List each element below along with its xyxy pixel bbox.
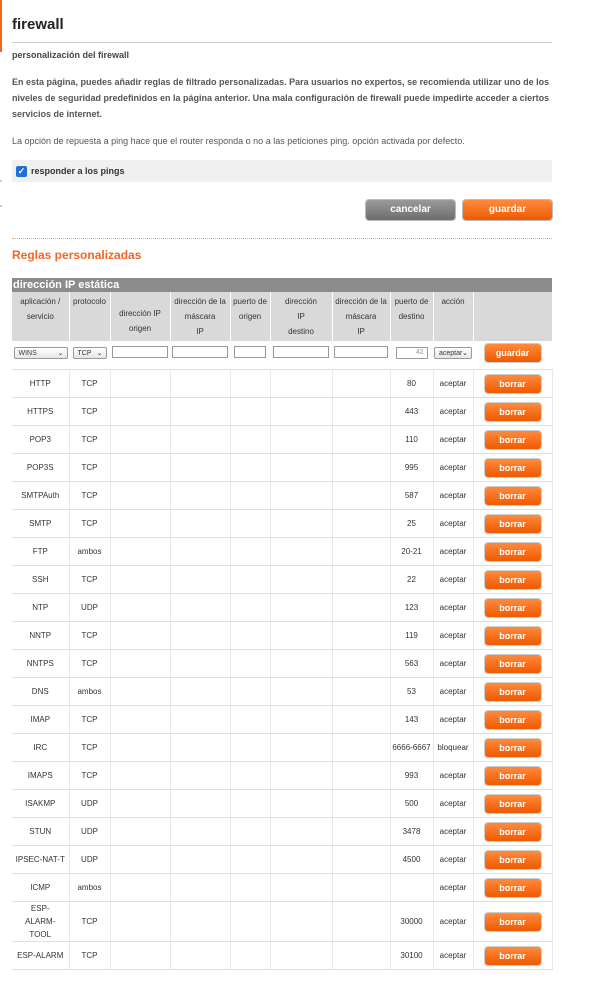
cell-protocol: TCP	[69, 566, 110, 594]
cell-app: POP3S	[12, 454, 69, 482]
cell-dst-port: 500	[390, 790, 433, 818]
cell-app: ESP-ALARM	[12, 942, 69, 970]
table-row	[12, 454, 552, 482]
cell-action: aceptar	[433, 426, 473, 454]
cell-dst-port: 30100	[390, 942, 433, 970]
table-row	[12, 510, 552, 538]
column-header-app: aplicación / servicio	[12, 292, 69, 341]
table-row	[12, 790, 552, 818]
cell-action: aceptar	[433, 902, 473, 942]
cell-app: HTTP	[12, 370, 69, 398]
table-row	[12, 482, 552, 510]
form-buttons	[12, 200, 552, 220]
src-mask-input[interactable]	[172, 346, 228, 358]
cell-dst-port: 563	[390, 650, 433, 678]
page-title: firewall	[12, 16, 64, 33]
table-row	[12, 818, 552, 846]
section-divider	[12, 238, 552, 239]
cell-action: aceptar	[433, 622, 473, 650]
page-subtitle: personalización del firewall	[12, 50, 130, 60]
cell-protocol: TCP	[69, 762, 110, 790]
cell-dst-port: 119	[390, 622, 433, 650]
column-header-dst-port: puerto de destino	[390, 292, 433, 341]
cell-action: aceptar	[433, 762, 473, 790]
column-header-src-mask: dirección de la máscara IP	[170, 292, 230, 341]
delete-rule-button[interactable]: borrar	[485, 711, 541, 729]
table-row	[12, 678, 552, 706]
cell-action: aceptar	[433, 398, 473, 426]
table-row	[12, 594, 552, 622]
column-header-protocol: protocolo	[69, 292, 110, 341]
cell-dst-port: 30000	[390, 902, 433, 942]
cell-dst-port: 123	[390, 594, 433, 622]
delete-rule-button[interactable]: borrar	[485, 851, 541, 869]
cell-dst-port: 80	[390, 370, 433, 398]
delete-rule-button[interactable]: borrar	[485, 571, 541, 589]
delete-rule-button[interactable]: borrar	[485, 599, 541, 617]
cell-action: aceptar	[433, 790, 473, 818]
table-row	[12, 942, 552, 970]
delete-rule-button[interactable]: borrar	[485, 947, 541, 965]
rules-table	[12, 292, 553, 970]
delete-rule-button[interactable]: borrar	[485, 431, 541, 449]
cell-action: aceptar	[433, 594, 473, 622]
cell-action: aceptar	[433, 650, 473, 678]
column-header-dst-ip: dirección IP destino	[270, 292, 332, 341]
cell-protocol: TCP	[69, 426, 110, 454]
table-row	[12, 902, 552, 942]
table-row	[12, 566, 552, 594]
cell-action: aceptar	[433, 454, 473, 482]
cell-dst-port	[390, 874, 433, 902]
delete-rule-button[interactable]: borrar	[485, 767, 541, 785]
cell-protocol: TCP	[69, 454, 110, 482]
cell-app: IPSEC-NAT-T	[12, 846, 69, 874]
table-row	[12, 622, 552, 650]
cell-action: aceptar	[433, 510, 473, 538]
cell-protocol: UDP	[69, 790, 110, 818]
cell-dst-port: 53	[390, 678, 433, 706]
cell-protocol: UDP	[69, 818, 110, 846]
dst-mask-input[interactable]	[334, 346, 388, 358]
delete-rule-button[interactable]: borrar	[485, 375, 541, 393]
save-button[interactable]: guardar	[463, 200, 552, 220]
cell-app: NNTP	[12, 622, 69, 650]
cell-protocol: TCP	[69, 706, 110, 734]
cell-protocol: TCP	[69, 942, 110, 970]
table-row	[12, 538, 552, 566]
title-divider	[12, 42, 552, 43]
cell-app: IRC	[12, 734, 69, 762]
cell-app: DNS	[12, 678, 69, 706]
cell-protocol: ambos	[69, 538, 110, 566]
dst-ip-input[interactable]	[273, 346, 329, 358]
cell-app: IMAPS	[12, 762, 69, 790]
protocol-select[interactable]: TCP ⌄	[73, 347, 107, 359]
save-rule-button[interactable]: guardar	[485, 344, 541, 362]
cell-dst-port: 3478	[390, 818, 433, 846]
column-header-buttons	[473, 292, 552, 341]
cell-dst-port: 995	[390, 454, 433, 482]
cell-app: NNTPS	[12, 650, 69, 678]
cell-dst-port: 443	[390, 398, 433, 426]
ping-info-text: La opción de repuesta a ping hace que el router responda o no a las peticiones ping. opción activada por defecto.	[12, 136, 465, 146]
cell-app: HTTPS	[12, 398, 69, 426]
cell-app: FTP	[12, 538, 69, 566]
src-ip-input[interactable]	[112, 346, 168, 358]
table-row	[12, 370, 552, 398]
cell-protocol: TCP	[69, 902, 110, 942]
table-title: dirección IP estática	[12, 278, 552, 292]
table-row	[12, 734, 552, 762]
cell-app: ICMP	[12, 874, 69, 902]
delete-rule-button[interactable]: borrar	[485, 515, 541, 533]
accent-bar	[0, 0, 2, 52]
cell-protocol: TCP	[69, 734, 110, 762]
column-header-dst-mask: dirección de la máscara IP	[332, 292, 390, 341]
cell-app: NTP	[12, 594, 69, 622]
delete-rule-button[interactable]: borrar	[485, 459, 541, 477]
cell-protocol: UDP	[69, 846, 110, 874]
cell-dst-port: 4500	[390, 846, 433, 874]
delete-rule-button[interactable]: borrar	[485, 627, 541, 645]
side-dot	[0, 205, 2, 207]
new-rule-row	[12, 341, 552, 365]
cell-app: SMTP	[12, 510, 69, 538]
table-header-row	[12, 292, 552, 341]
src-port-input[interactable]	[234, 346, 266, 358]
side-dot	[0, 180, 2, 182]
delete-rule-button[interactable]: borrar	[485, 739, 541, 757]
cell-action: aceptar	[433, 370, 473, 398]
cell-protocol: TCP	[69, 622, 110, 650]
chevron-down-icon: ⌄	[57, 350, 64, 357]
column-header-action: acción	[433, 292, 473, 341]
cell-dst-port: 6666-6667	[390, 734, 433, 762]
cell-app: POP3	[12, 426, 69, 454]
cell-action: aceptar	[433, 566, 473, 594]
cell-app: STUN	[12, 818, 69, 846]
cell-dst-port: 143	[390, 706, 433, 734]
column-header-src-ip: dirección IP origen	[110, 292, 170, 341]
cell-app: ISAKMP	[12, 790, 69, 818]
app-select[interactable]: WINS ⌄	[14, 347, 68, 359]
action-select[interactable]: aceptar ⌄	[434, 347, 472, 359]
ping-option-row	[12, 160, 552, 182]
chevron-down-icon: ⌄	[96, 350, 103, 357]
section-title: Reglas personalizadas	[12, 248, 142, 262]
cell-action: bloquear	[433, 734, 473, 762]
dst-port-input[interactable]: 42	[396, 347, 428, 359]
ping-checkbox-label: responder a los pings	[31, 166, 125, 176]
table-row	[12, 706, 552, 734]
cell-action: aceptar	[433, 942, 473, 970]
delete-rule-button[interactable]: borrar	[485, 403, 541, 421]
ping-checkbox[interactable]: ✓	[17, 165, 26, 176]
cell-dst-port: 20-21	[390, 538, 433, 566]
main-content	[12, 0, 552, 970]
delete-rule-button[interactable]: borrar	[485, 683, 541, 701]
delete-rule-button[interactable]: borrar	[485, 795, 541, 813]
cell-action: aceptar	[433, 678, 473, 706]
delete-rule-button[interactable]: borrar	[485, 655, 541, 673]
cell-action: aceptar	[433, 846, 473, 874]
chevron-down-icon: ⌄	[462, 350, 468, 357]
cell-dst-port: 993	[390, 762, 433, 790]
cancel-button[interactable]: cancelar	[366, 200, 455, 220]
cell-dst-port: 587	[390, 482, 433, 510]
delete-rule-button[interactable]: borrar	[485, 823, 541, 841]
cell-app: SMTPAuth	[12, 482, 69, 510]
column-header-src-port: puerto de origen	[230, 292, 270, 341]
table-row	[12, 426, 552, 454]
table-row	[12, 874, 552, 902]
cell-app: ESP-ALARM-TOOL	[12, 902, 69, 942]
table-row	[12, 398, 552, 426]
intro-text: En esta página, puedes añadir reglas de filtrado personalizadas. Para usuarios no expertos, se recomienda utilizar uno de los niveles de seguridad predefinidos en la página anterior. Una mala configuración de firewall puede impedirte acceder a ciertos servicios de internet.	[12, 77, 550, 119]
cell-protocol: ambos	[69, 874, 110, 902]
cell-action: aceptar	[433, 818, 473, 846]
cell-dst-port: 25	[390, 510, 433, 538]
cell-app: IMAP	[12, 706, 69, 734]
cell-protocol: TCP	[69, 398, 110, 426]
delete-rule-button[interactable]: borrar	[485, 913, 541, 931]
cell-protocol: TCP	[69, 650, 110, 678]
cell-app: SSH	[12, 566, 69, 594]
cell-protocol: TCP	[69, 482, 110, 510]
cell-protocol: ambos	[69, 678, 110, 706]
cell-action: aceptar	[433, 706, 473, 734]
delete-rule-button[interactable]: borrar	[485, 543, 541, 561]
cell-dst-port: 110	[390, 426, 433, 454]
cell-action: aceptar	[433, 874, 473, 902]
cell-protocol: TCP	[69, 510, 110, 538]
table-row	[12, 762, 552, 790]
cell-action: aceptar	[433, 482, 473, 510]
table-row	[12, 846, 552, 874]
cell-protocol: UDP	[69, 594, 110, 622]
table-row	[12, 650, 552, 678]
delete-rule-button[interactable]: borrar	[485, 879, 541, 897]
cell-dst-port: 22	[390, 566, 433, 594]
cell-action: aceptar	[433, 538, 473, 566]
cell-protocol: TCP	[69, 370, 110, 398]
delete-rule-button[interactable]: borrar	[485, 487, 541, 505]
